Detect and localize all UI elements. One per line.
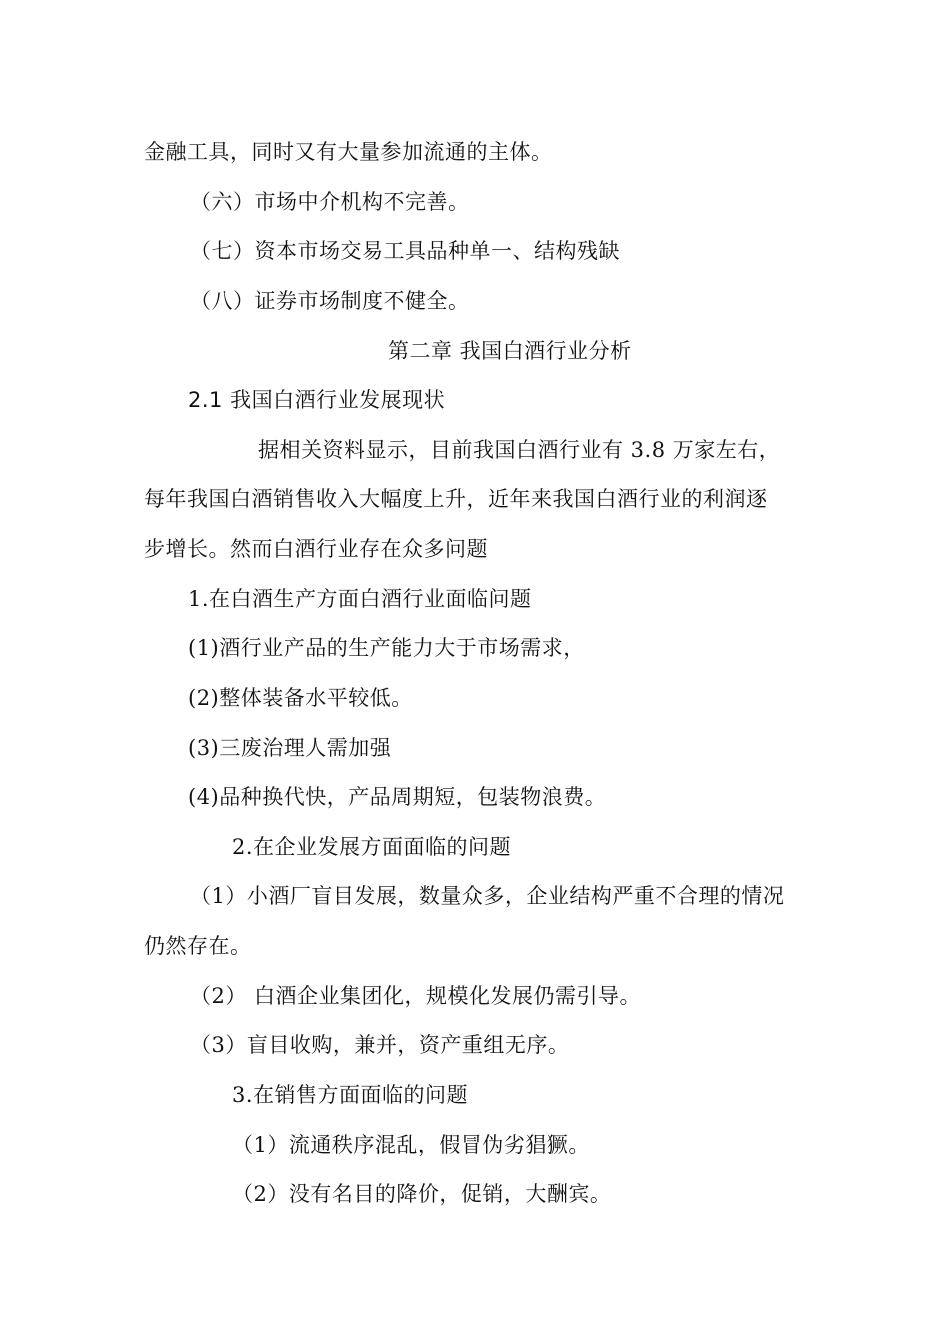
list-item: （2）没有名目的降价，促销，大酬宾。	[232, 1182, 612, 1206]
list-item: (4)品种换代快，产品周期短，包装物浪费。	[188, 785, 607, 809]
paragraph-line: 据相关资料显示，目前我国白酒行业有 3.8 万家左右，	[258, 438, 781, 462]
paragraph-line: 仍然存在。	[144, 934, 252, 958]
paragraph-line: 每年我国白酒销售收入大幅度上升，近年来我国白酒行业的利润逐	[144, 487, 768, 511]
list-item: （八）证券市场制度不健全。	[190, 289, 470, 313]
list-item: (1)酒行业产品的生产能力大于市场需求，	[188, 636, 585, 660]
paragraph-line: 金融工具，同时又有大量参加流通的主体。	[144, 140, 553, 164]
list-item: （1）流通秩序混乱，假冒伪劣猖獗。	[232, 1133, 590, 1157]
list-item: （七）资本市场交易工具品种单一、结构残缺	[190, 239, 620, 263]
subheading: 1.在白酒生产方面白酒行业面临问题	[188, 587, 532, 611]
list-item: （六）市场中介机构不完善。	[190, 190, 470, 214]
list-item: （2） 白酒企业集团化，规模化发展仍需引导。	[190, 984, 642, 1008]
section-heading: 2.1 我国白酒行业发展现状	[188, 388, 446, 412]
list-item: (3)三废治理人需加强	[188, 736, 392, 760]
subheading: 3.在销售方面面临的问题	[232, 1083, 469, 1107]
list-item: (2)整体装备水平较低。	[188, 686, 413, 710]
paragraph-line: 步增长。然而白酒行业存在众多问题	[144, 537, 488, 561]
subheading: 2.在企业发展方面面临的问题	[232, 835, 512, 859]
chapter-title: 第二章 我国白酒行业分析	[388, 339, 632, 363]
list-item: （3）盲目收购，兼并，资产重组无序。	[190, 1033, 570, 1057]
list-item: （1）小酒厂盲目发展，数量众多，企业结构严重不合理的情况	[190, 884, 785, 908]
